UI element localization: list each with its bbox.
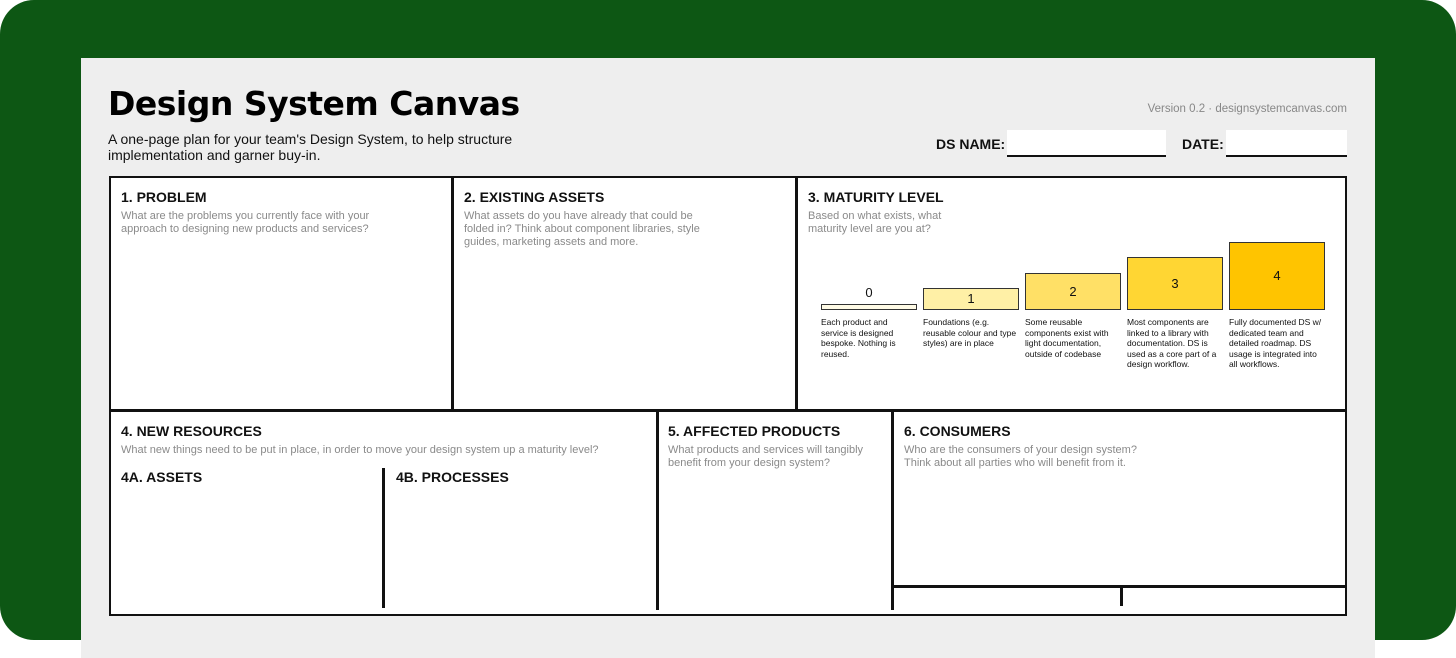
existing-assets-input-area[interactable]: [455, 250, 793, 406]
problem-title: 1. PROBLEM: [121, 189, 207, 205]
maturity-title: 3. MATURITY LEVEL: [808, 189, 944, 205]
date-field[interactable]: [1226, 130, 1347, 157]
consumers-input-area[interactable]: [894, 475, 1344, 583]
page-subtitle: A one-page plan for your team's Design System, to help structure implementation and garner buy-in.: [108, 131, 513, 163]
maturity-description: Based on what exists, what maturity level are you at?: [808, 210, 942, 235]
row-divider: [109, 409, 1347, 412]
affected-products-title: 5. AFFECTED PRODUCTS: [668, 423, 841, 439]
date-label: DATE:: [1182, 136, 1224, 152]
problem-input-area[interactable]: [111, 250, 449, 406]
column-divider: [451, 176, 454, 410]
version-label: Version 0.2 · designsystemcanvas.com: [1147, 103, 1347, 115]
maturity-level-number: 3: [1171, 276, 1179, 291]
maturity-level-description: Each product and service is designed bespoke. Nothing is reused.: [821, 317, 896, 359]
maturity-level-description: Foundations (e.g. reusable colour and type styles) are in place: [923, 317, 1017, 348]
new-resources-title: 4. NEW RESOURCES: [121, 423, 262, 439]
assets-input-area[interactable]: [111, 490, 379, 600]
consumers-description: Who are the consumers of your design system? Think about all parties who will benefit from it.: [904, 444, 1137, 469]
ds-name-label: DS NAME:: [936, 136, 1006, 152]
new-resources-description: What new things need to be put in place, in order to move your design system up a maturity level?: [121, 444, 599, 456]
problem-description: What are the problems you currently face with your approach to designing new products and services?: [121, 210, 370, 235]
maturity-level-description: Most components are linked to a library with documentation. DS is used as a core part of a design workflow.: [1127, 317, 1217, 369]
page-title: Design System Canvas: [108, 84, 520, 123]
processes-subtitle: 4B. PROCESSES: [396, 469, 509, 485]
maturity-level-number: 1: [967, 291, 975, 306]
existing-assets-description: What assets do you have already that could be folded in? Think about component libraries, style guides, marketing assets and more.: [464, 210, 700, 248]
maturity-level-number: 4: [1273, 268, 1281, 283]
maturity-level-number: 2: [1069, 284, 1077, 299]
affected-products-description: What products and services will tangibly benefit from your design system?: [668, 444, 864, 469]
column-divider: [795, 176, 798, 410]
existing-assets-title: 2. EXISTING ASSETS: [464, 189, 605, 205]
maturity-level-description: Some reusable components exist with light documentation, outside of codebase: [1025, 317, 1109, 359]
processes-input-area[interactable]: [386, 490, 654, 600]
maturity-level-description: Fully documented DS w/ dedicated team and detailed roadmap. DS usage is integrated into all workflows.: [1229, 317, 1322, 369]
maturity-level-number: 0: [865, 285, 873, 300]
ds-name-field[interactable]: [1007, 130, 1166, 157]
subsection-divider: [382, 468, 385, 608]
affected-products-input-area[interactable]: [659, 475, 889, 600]
column-divider: [1120, 586, 1123, 606]
assets-subtitle: 4A. ASSETS: [121, 469, 203, 485]
consumers-title: 6. CONSUMERS: [904, 423, 1011, 439]
maturity-level-0[interactable]: [821, 304, 917, 310]
